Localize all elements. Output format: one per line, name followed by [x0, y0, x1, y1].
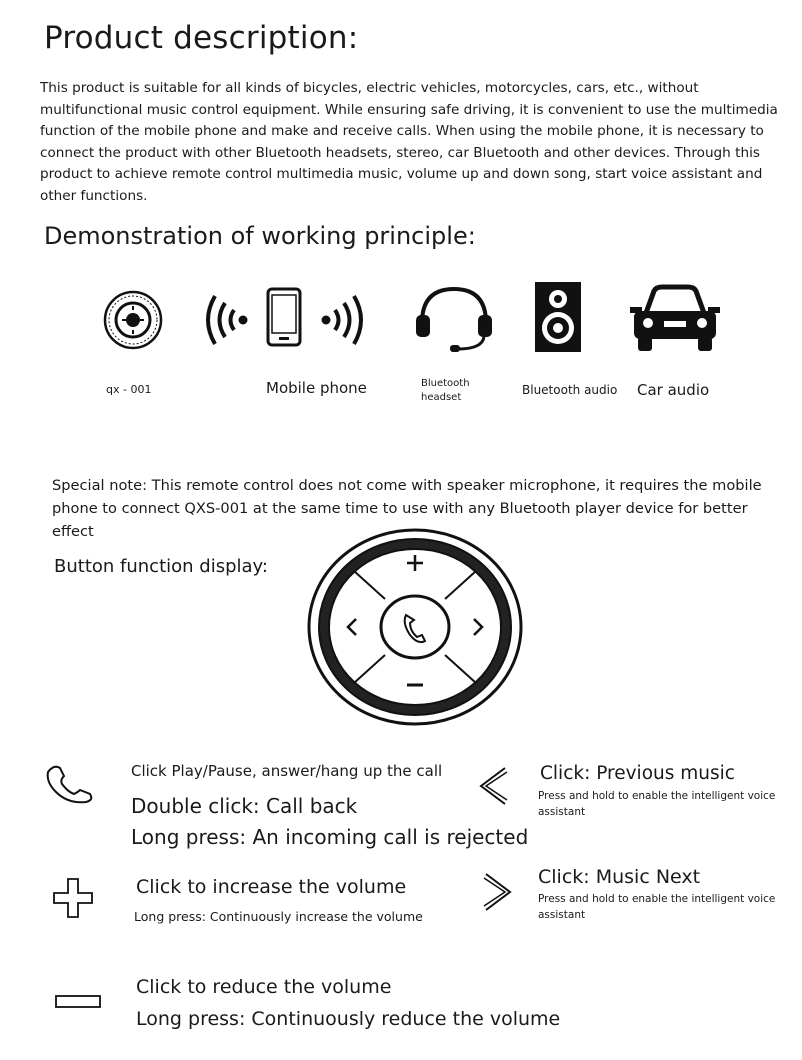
next-click-text: Click: Music Next: [538, 866, 701, 888]
previous-icon: [475, 764, 509, 808]
headset-icon: [412, 285, 496, 355]
special-note: Special note: This remote control does not come with speaker microphone, it requires the mobile phone to connect QXS-001 at the same time to use with any Bluetooth player device for better effect: [52, 477, 762, 540]
remote-label: qx - 001: [106, 383, 152, 396]
minus-click-text: Click to reduce the volume: [136, 976, 392, 998]
wireless-signal-left-icon: [201, 290, 251, 350]
minus-icon: [54, 994, 102, 1010]
remote-button-diagram: [306, 527, 524, 727]
car-label: Car audio: [637, 381, 710, 399]
headset-label-line1: Bluetooth: [421, 378, 470, 389]
remote-control-icon: [103, 290, 163, 350]
phone-long-press-text: Long press: An incoming call is rejected: [131, 825, 529, 849]
product-description: This product is suitable for all kinds of bicycles, electric vehicles, motorcycles, cars, etc., without multifunctional music control equipment. While ensuring safe driving, it is convenient to use the multimedia function of the mobile phone and make and receive calls. When using the mobile phone, it is necessary to connect the product with other Bluetooth headsets, stereo, car Bluetooth and other devices. Through this product to achieve remote control multimedia music, volume up and down song, start voice assistant and other functions.: [40, 80, 778, 204]
phone-label: Mobile phone: [266, 379, 367, 397]
next-hold-text: Press and hold to enable the intelligent voice assistant: [538, 893, 776, 921]
demo-title: Demonstration of working principle:: [44, 222, 476, 250]
phone-icon: [44, 762, 96, 804]
wireless-signal-right-icon: [318, 290, 368, 350]
phone-click-text: Click Play/Pause, answer/hang up the call: [131, 762, 443, 780]
plus-icon: [52, 877, 94, 919]
page-title: Product description:: [44, 20, 359, 56]
previous-hold-text: Press and hold to enable the intelligent voice assistant: [538, 790, 776, 818]
button-function-title: Button function display:: [54, 556, 268, 577]
previous-click-text: Click: Previous music: [540, 763, 735, 784]
mobile-phone-icon: [266, 287, 302, 347]
car-icon: [628, 283, 722, 355]
audio-label: Bluetooth audio: [522, 383, 618, 397]
plus-long-press-text: Long press: Continuously increase the volume: [134, 909, 423, 924]
headset-label-line2: headset: [421, 392, 462, 403]
next-icon: [482, 870, 516, 914]
minus-long-press-text: Long press: Continuously reduce the volume: [136, 1008, 561, 1030]
phone-double-click-text: Double click: Call back: [131, 794, 358, 818]
plus-click-text: Click to increase the volume: [136, 876, 407, 898]
speaker-icon: [533, 280, 583, 354]
